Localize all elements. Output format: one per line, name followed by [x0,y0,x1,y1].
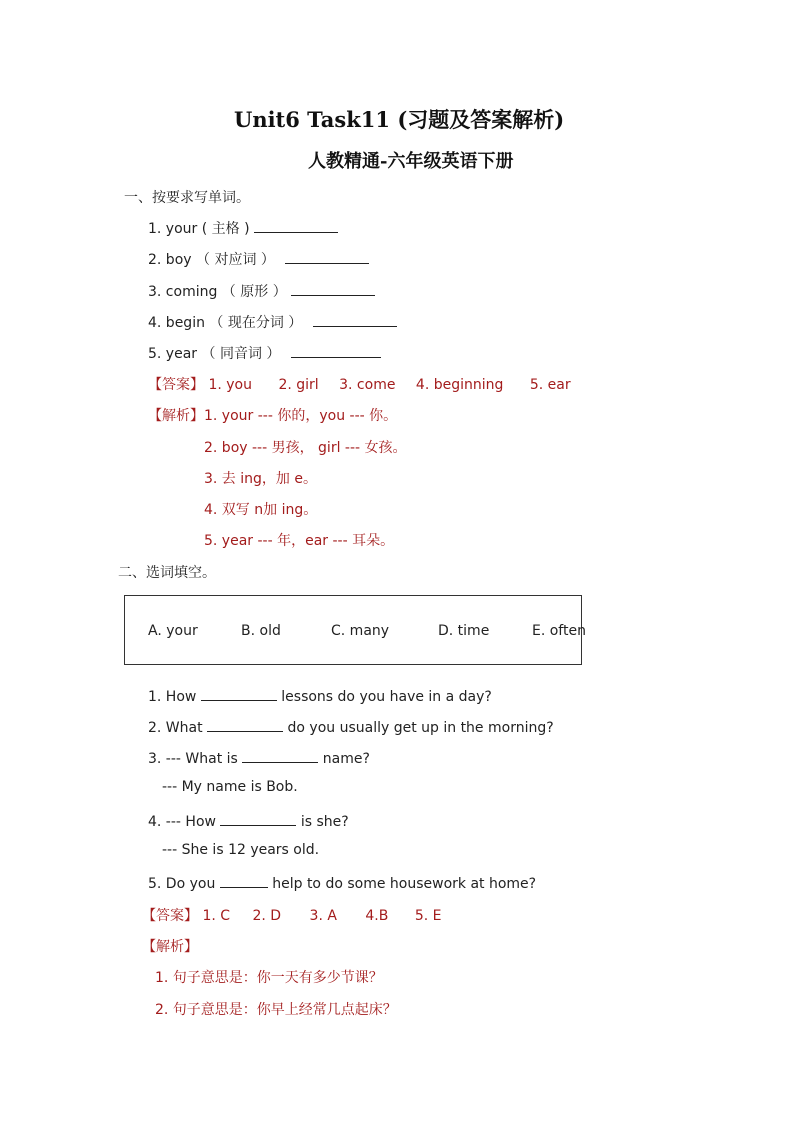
answer-blank[interactable] [285,249,369,264]
section2-question-3 [148,748,370,767]
answer-item: 2. D [252,908,282,924]
section2-analysis-label: 【解析】 [142,939,198,955]
question-text: 5. Do you [148,876,216,892]
section2-question-4-reply: --- She is 12 years old. [162,842,320,858]
page-title: Unit6 Task11 (习题及答案解析) [234,107,565,132]
section1-analysis-row-1 [148,405,397,425]
answer-blank[interactable] [313,312,397,327]
answer-blank[interactable] [201,686,277,701]
page-subtitle: 人教精通-六年级英语下册 [308,151,514,172]
section1-question-5 [148,343,381,363]
section2-answer-row [142,905,441,925]
answer-item: 2. girl [278,377,319,393]
question-text: 2. boy （ 对应词 ） [148,252,275,268]
answer-blank[interactable] [291,343,381,358]
answer-item: 3. A [309,908,337,924]
question-text: 3. coming （ 原形 ） [148,284,287,300]
question-text: 3. --- What is [148,751,238,767]
answer-blank[interactable] [220,811,296,826]
section2-question-1 [148,686,492,705]
section1-question-4 [148,312,397,332]
question-text: 5. year （ 同音词 ） [148,346,281,362]
answer-blank[interactable] [207,717,283,732]
section1-analysis-row-2: 2. boy --- 男孩， girl --- 女孩。 [204,440,407,456]
answer-item: 1. you [208,377,252,393]
section1-question-3 [148,281,375,301]
answer-label: 【答案】 [142,908,198,924]
word-option-a: A. your [148,623,198,639]
analysis-label: 【解析】 [148,408,204,424]
answer-item: 1. C [202,908,231,924]
section1-question-1 [148,218,338,238]
word-option-c: C. many [331,623,390,639]
section1-analysis-row-4: 4. 双写 n加 ing。 [204,502,318,518]
question-text: 2. What [148,720,203,736]
word-option-e: E. often [532,623,586,639]
question-text: 4. begin （ 现在分词 ） [148,315,303,331]
section1-question-2 [148,249,369,269]
question-text: name? [322,751,370,767]
word-option-d: D. time [438,623,490,639]
answer-item: 3. come [339,377,396,393]
answer-item: 4. beginning [415,377,504,393]
word-option-b: B. old [241,623,281,639]
answer-item: 5. ear [529,377,571,393]
answer-blank[interactable] [291,281,375,296]
section2-question-5 [148,873,536,892]
section2-heading: 二、选词填空。 [118,565,216,581]
answer-blank[interactable] [254,218,338,233]
question-text: help to do some housework at home? [272,876,537,892]
section1-analysis-row-5: 5. year --- 年，ear --- 耳朵。 [204,533,395,549]
question-text: 1. your ( 主格 ) [148,221,250,237]
answer-item: 4.B [365,908,389,924]
answer-label: 【答案】 [148,377,204,393]
answer-item: 5. E [414,908,442,924]
question-text: 1. How [148,689,197,705]
question-text: lessons do you have in a day? [281,689,492,705]
section2-analysis-row-1: 1. 句子意思是：你一天有多少节课？ [155,970,383,986]
question-text: do you usually get up in the morning? [287,720,554,736]
section1-analysis-row-3: 3. 去 ing，加 e。 [204,471,317,487]
section1-heading: 一、按要求写单词。 [124,190,250,206]
section1-answer-row [148,374,571,394]
section2-question-3-reply: --- My name is Bob. [162,779,298,795]
analysis-text: 1. your --- 你的，you --- 你。 [204,408,398,424]
answer-blank[interactable] [242,748,318,763]
section2-question-2 [148,717,554,736]
section2-question-4 [148,811,349,830]
question-text: 4. --- How [148,814,216,830]
question-text: is she? [300,814,349,830]
answer-blank[interactable] [220,873,268,888]
section2-analysis-row-2: 2. 句子意思是：你早上经常几点起床？ [155,1002,397,1018]
